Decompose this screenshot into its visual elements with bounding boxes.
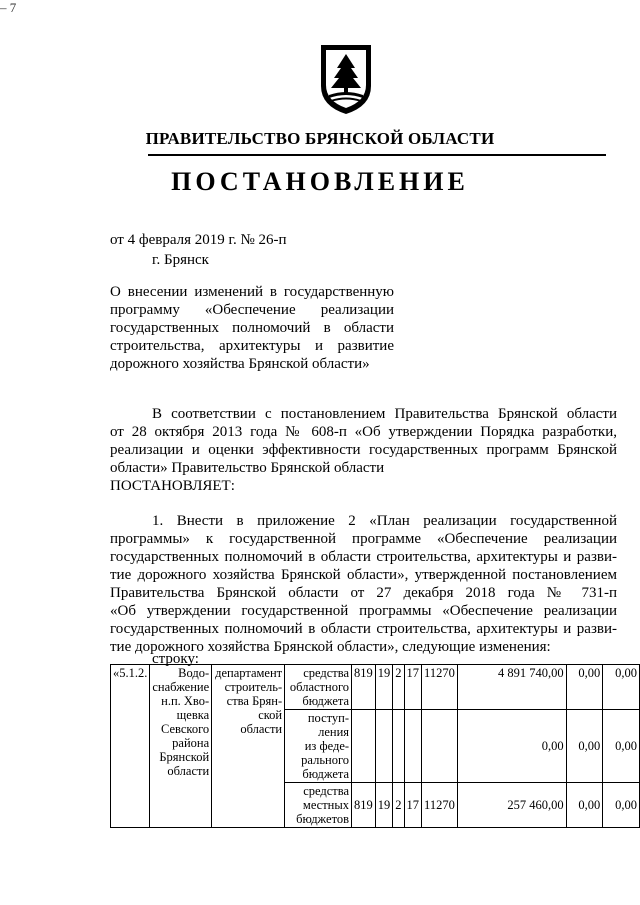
row-label: строку: xyxy=(152,651,199,667)
code-cell xyxy=(393,710,404,783)
item1-line: тие дорожного хозяйства Брянской области», следующие изменения: xyxy=(110,639,551,655)
executor-cell xyxy=(212,665,285,828)
plan-table xyxy=(110,664,640,828)
item1-line: «Об утверждении государственной программы «Обеспечение реализации xyxy=(110,603,617,619)
subject-line: строительства, архитектуры и развитие xyxy=(110,338,394,354)
row-number-cell: «5.1.2. xyxy=(111,665,150,828)
amount-cell: 0,00 xyxy=(603,665,640,710)
code-cell: 17 xyxy=(404,783,422,828)
source-text: поступ- ления из феде- рального бюджета xyxy=(301,711,350,781)
item1-line: государственных полномочий в области строительства, архитектуры и разви- xyxy=(110,621,617,637)
code-cell xyxy=(422,710,458,783)
header-rule xyxy=(148,154,606,156)
code-cell: 19 xyxy=(375,783,393,828)
intro-line: области» Правительство Брянской области xyxy=(110,460,385,476)
amount-cell: 0,00 xyxy=(566,710,603,783)
item1-line: 1. Внести в приложение 2 «План реализации государственной xyxy=(152,513,617,529)
subject-line: государственных полномочий в области xyxy=(110,320,394,336)
source-cell xyxy=(285,783,352,828)
amount-cell: 0,00 xyxy=(566,665,603,710)
document-date-number: от 4 февраля 2019 г. № 26-п xyxy=(110,232,287,248)
object-text: Водо- снабжение н.п. Хво- щевка Севского района Брянской области xyxy=(152,666,210,778)
code-cell: 819 xyxy=(352,783,376,828)
code-cell xyxy=(404,710,422,783)
code-cell xyxy=(375,710,393,783)
table-row xyxy=(111,665,640,710)
subject-line: О внесении изменений в государственную xyxy=(110,284,394,300)
item1-line: государственных полномочий в области строительства, архитектуры и разви- xyxy=(110,549,617,565)
code-cell xyxy=(352,710,376,783)
code-cell: 19 xyxy=(375,665,393,710)
page-corner-mark: – 7 xyxy=(0,0,17,15)
document-type-title: ПОСТАНОВЛЕНИЕ xyxy=(171,167,469,196)
amount-cell: 0,00 xyxy=(603,710,640,783)
item1-line: Правительства Брянской области от 27 декабря 2018 года № 731-п xyxy=(110,585,617,601)
code-cell: 11270 xyxy=(422,783,458,828)
source-cell xyxy=(285,665,352,710)
item1-line: тие дорожного хозяйства Брянской области», утвержденной постановлением xyxy=(110,567,617,583)
amount-cell: 0,00 xyxy=(457,710,566,783)
resolves-heading: ПОСТАНОВЛЯЕТ: xyxy=(110,478,235,494)
subject-line: программу «Обеспечение реализации xyxy=(110,302,394,318)
code-cell: 11270 xyxy=(422,665,458,710)
object-cell xyxy=(150,665,212,828)
amount-cell: 257 460,00 xyxy=(457,783,566,828)
intro-paragraph xyxy=(110,405,617,495)
document-subject xyxy=(110,283,394,373)
code-cell: 2 xyxy=(393,665,404,710)
executor-text: департамент строитель- ства Брян- ской области xyxy=(215,666,283,736)
source-cell xyxy=(285,710,352,783)
source-text: средства областного бюджета xyxy=(289,666,350,708)
document-city: г. Брянск xyxy=(152,252,209,268)
amount-cell: 4 891 740,00 xyxy=(457,665,566,710)
intro-line: реализации и оценки эффективности государственных программ Брянской xyxy=(110,442,617,458)
subject-line: дорожного хозяйства Брянской области» xyxy=(110,356,370,372)
amount-cell: 0,00 xyxy=(566,783,603,828)
amount-cell: 0,00 xyxy=(603,783,640,828)
item1-line: программы» к государственной программе «Обеспечение реализации xyxy=(110,531,617,547)
intro-line: В соответствии с постановлением Правительства Брянской области xyxy=(152,406,617,422)
source-text: средства местных бюджетов xyxy=(296,784,350,826)
organization-title: ПРАВИТЕЛЬСТВО БРЯНСКОЙ ОБЛАСТИ xyxy=(145,129,495,148)
intro-line: от 28 октября 2013 года № 608-п «Об утверждении Порядка разработки, xyxy=(110,424,617,440)
code-cell: 819 xyxy=(352,665,376,710)
item-1-paragraph xyxy=(110,512,617,656)
code-cell: 17 xyxy=(404,665,422,710)
coat-of-arms-icon xyxy=(317,42,375,116)
code-cell: 2 xyxy=(393,783,404,828)
